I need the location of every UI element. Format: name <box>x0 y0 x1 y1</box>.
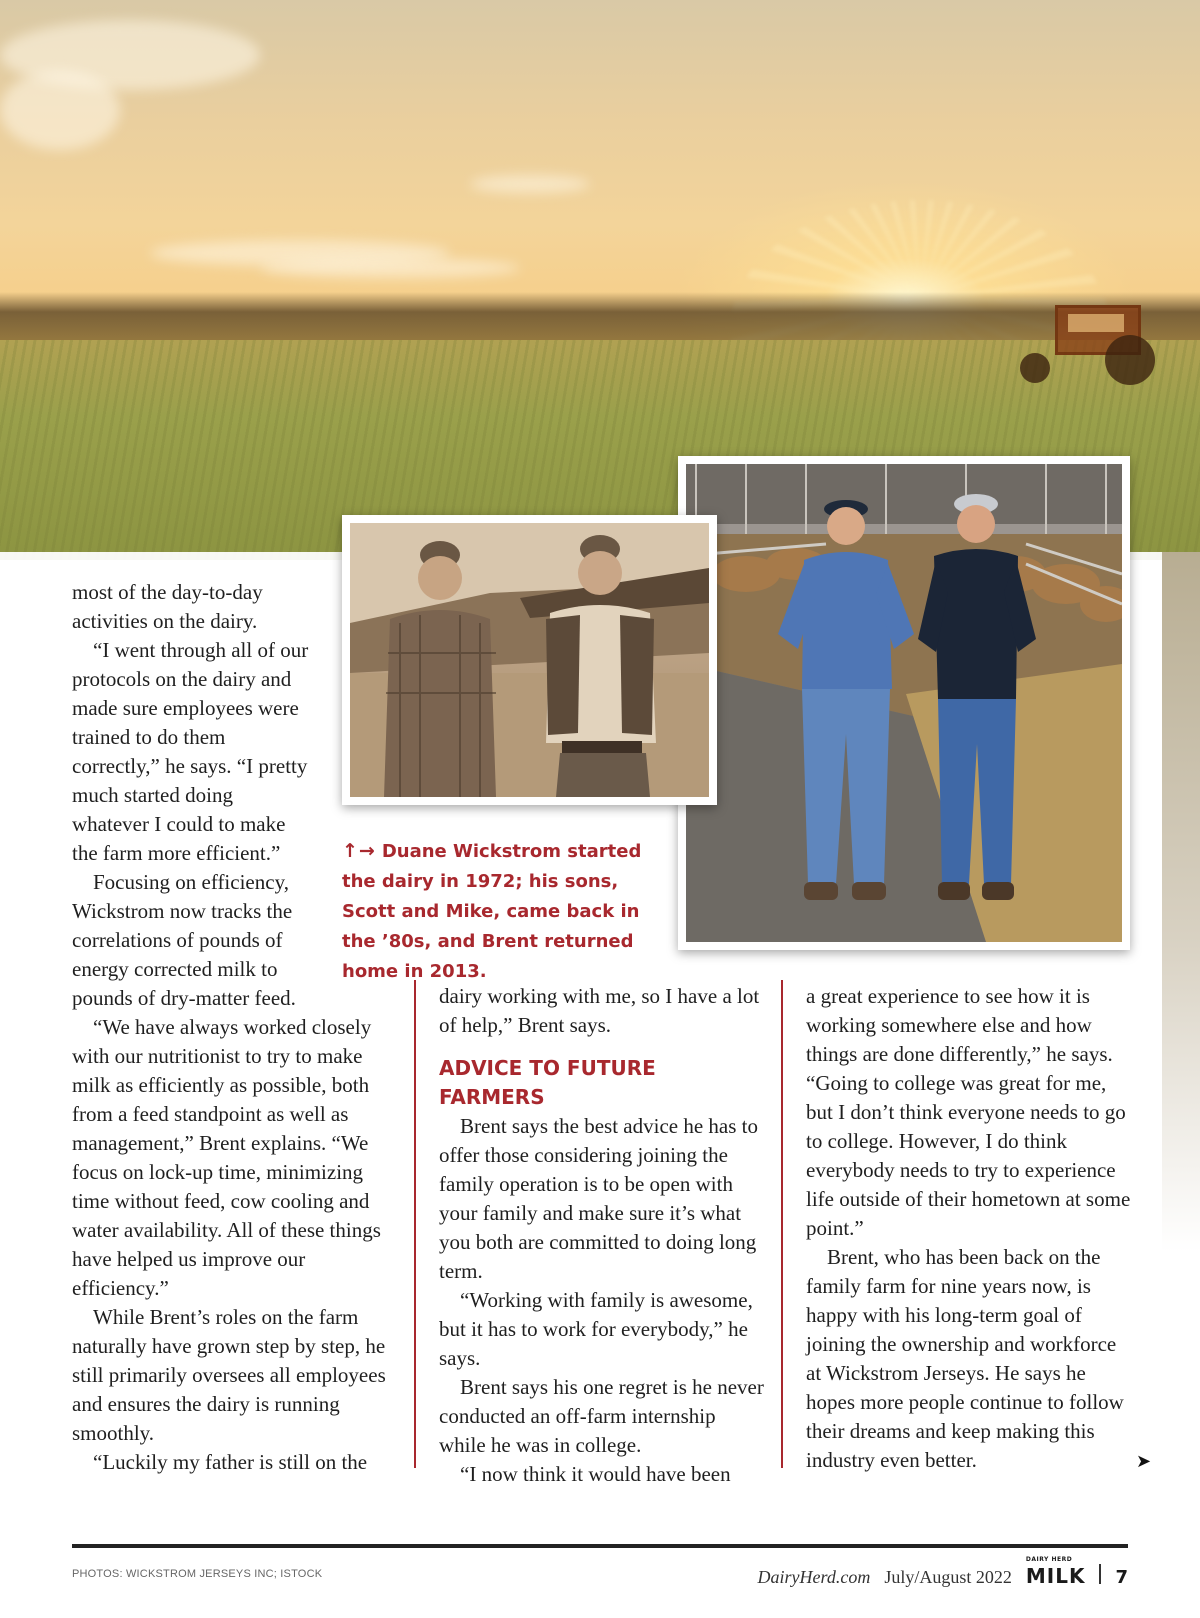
paragraph: Brent, who has been back on the family farm for nine years now, is happy with his long-term goal of joining the ownership and workforce at Wickstrom Jerseys. He says he hopes more people continue to follow their dreams and keep making this industry even better. <box>806 1245 1124 1472</box>
magazine-logo-small: DAIRY HERD <box>1025 1556 1073 1563</box>
paragraph: a great experience to see how it is working somewhere else and how things are done differently,” he says. “Going to college was great for me, but I don’t think everyone needs to go to college. However, I do think everybody needs to try to experience life outside of their hometown at some point.” <box>806 984 1131 1240</box>
footer-rule <box>72 1544 1128 1548</box>
article-column-2 <box>439 982 767 1489</box>
paragraph: “Working with family is awesome, but it has to work for everybody,” he says. <box>439 1288 753 1370</box>
magazine-logo <box>1025 1556 1086 1588</box>
page-number: 7 <box>1115 1567 1128 1588</box>
paragraph: While Brent’s roles on the farm naturally have grown step by step, he still primarily oversees all employees and ensures the dairy is running smoothly. <box>72 1305 386 1445</box>
column-divider <box>781 980 783 1468</box>
paragraph: “I went through all of our protocols on the dairy and made sure employees were trained to do them correctly,” he says. “I pretty much started doing whatever I could to make the farm more efficient.” <box>72 638 309 865</box>
website-link[interactable]: DairyHerd.com <box>757 1567 871 1587</box>
page-folio <box>757 1556 1128 1588</box>
paragraph: “I now think it would have been <box>460 1462 731 1486</box>
vintage-scene-illustration <box>350 523 709 797</box>
photo-caption <box>342 836 662 987</box>
cloud <box>0 70 120 150</box>
photo-vintage-father-and-son <box>342 515 717 805</box>
paragraph: “We have always worked closely with our nutritionist to try to make milk as efficiently as possible, both from a feed standpoint as well as management,” Brent explains. “We focus on lock-up time, minimizing time without feed, cow cooling and water availability. All of these things have helped us improve our efficiency.” <box>72 1015 381 1300</box>
tractor-icon <box>1010 305 1150 385</box>
column-divider <box>414 980 416 1468</box>
paragraph: Focusing on efficiency, Wickstrom now tracks the correlations of pounds of energy corrected milk to pounds of dry-matter feed. <box>72 870 296 1010</box>
paragraph: Brent says his one regret is he never conducted an off-farm internship while he was in college. <box>439 1375 764 1457</box>
cloud <box>260 258 520 278</box>
issue-date: July/August 2022 <box>884 1567 1012 1587</box>
article-column-3 <box>806 982 1136 1475</box>
paragraph: dairy working with me, so I have a lot of help,” Brent says. <box>439 984 760 1037</box>
arrow-up-right-icon: ↑→ <box>342 840 376 862</box>
background-fade <box>1162 552 1200 1252</box>
section-heading: ADVICE TO FUTURE FARMERS <box>439 1056 656 1109</box>
magazine-logo-text: MILK <box>1025 1564 1086 1588</box>
cloud <box>470 175 590 193</box>
continue-arrow-icon[interactable]: ➤ <box>1136 1451 1152 1472</box>
barn-scene-illustration <box>686 464 1122 942</box>
paragraph: “Luckily my father is still on the <box>93 1450 368 1474</box>
paragraph: Brent says the best advice he has to offer those considering joining the family operation is to be open with your family and make sure it’s what you both are committed to doing long term. <box>439 1114 758 1283</box>
paragraph: most of the day-to-day activities on the dairy. <box>72 580 263 633</box>
caption-text: Duane Wickstrom started the dairy in 1972; his sons, Scott and Mike, came back in the ’80s, and Brent returned home in 2013. <box>342 841 642 982</box>
photo-credit: PHOTOS: WICKSTROM JERSEYS INC; ISTOCK <box>72 1568 323 1580</box>
photo-brent-and-father-barn <box>678 456 1130 950</box>
folio-separator <box>1099 1564 1101 1584</box>
